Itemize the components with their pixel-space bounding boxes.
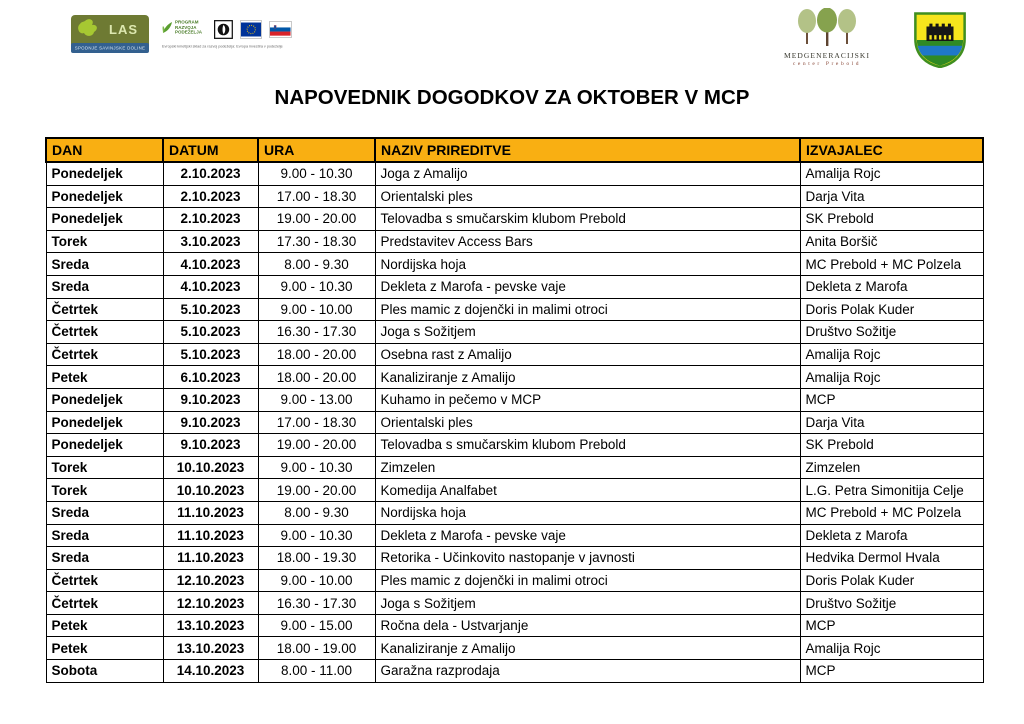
- eu-program-logos: [162, 18, 292, 51]
- table-row: [46, 569, 983, 592]
- las-subtitle: SPODNJE SAVINJSKE DOLINE: [74, 45, 146, 51]
- table-row: [46, 434, 983, 457]
- cell-time: 17.00 - 18.30: [258, 185, 375, 208]
- cell-date: 5.10.2023: [163, 298, 258, 321]
- cell-organizer: Društvo Sožitje: [800, 321, 983, 344]
- cell-time: 9.00 - 13.00: [258, 388, 375, 411]
- header-date: DATUM: [163, 138, 258, 162]
- cell-day: Torek: [46, 230, 163, 253]
- cell-day: Ponedeljek: [46, 388, 163, 411]
- table-row: [46, 456, 983, 479]
- cell-date: 10.10.2023: [163, 456, 258, 479]
- cell-day: Torek: [46, 456, 163, 479]
- cell-time: 9.00 - 15.00: [258, 614, 375, 637]
- cell-time: 17.00 - 18.30: [258, 411, 375, 434]
- cell-organizer: Hedvika Dermol Hvala: [800, 547, 983, 570]
- events-table: [45, 137, 984, 683]
- cell-organizer: Dekleta z Marofa: [800, 275, 983, 298]
- cell-time: 18.00 - 20.00: [258, 343, 375, 366]
- table-row: [46, 637, 983, 660]
- cell-day: Torek: [46, 479, 163, 502]
- cell-date: 2.10.2023: [163, 162, 258, 185]
- cell-date: 11.10.2023: [163, 501, 258, 524]
- table-row: [46, 614, 983, 637]
- cell-time: 19.00 - 20.00: [258, 434, 375, 457]
- header-organizer: IZVAJALEC: [800, 138, 983, 162]
- cell-day: Sobota: [46, 660, 163, 683]
- table-row: [46, 275, 983, 298]
- cell-day: Ponedeljek: [46, 411, 163, 434]
- event-rows: [46, 162, 983, 682]
- medgeneracijski-center-logo: [781, 8, 873, 67]
- slovenia-flag-icon: [269, 21, 292, 38]
- table-row: [46, 501, 983, 524]
- cell-event: Joga s Sožitjem: [375, 592, 800, 615]
- cell-organizer: Društvo Sožitje: [800, 592, 983, 615]
- cell-event: Osebna rast z Amalijo: [375, 343, 800, 366]
- cell-event: Joga z Amalijo: [375, 162, 800, 185]
- cell-date: 13.10.2023: [163, 637, 258, 660]
- cell-event: Orientalski ples: [375, 411, 800, 434]
- cell-event: Ples mamic z dojenčki in malimi otroci: [375, 569, 800, 592]
- eu-caption: Evropski kmetijski sklad za razvoj podeželja: Evropa investira v podeželje: [162, 45, 283, 49]
- cell-day: Četrtek: [46, 298, 163, 321]
- table-row: [46, 660, 983, 683]
- table-row: [46, 185, 983, 208]
- cell-event: Telovadba s smučarskim klubom Prebold: [375, 434, 800, 457]
- table-row: [46, 162, 983, 185]
- cell-time: 9.00 - 10.30: [258, 456, 375, 479]
- cell-event: Kuhamo in pečemo v MCP: [375, 388, 800, 411]
- cell-event: Retorika - Učinkovito nastopanje v javnosti: [375, 547, 800, 570]
- las-name: LAS: [109, 22, 138, 37]
- cell-day: Ponedeljek: [46, 185, 163, 208]
- cell-event: Komedija Analfabet: [375, 479, 800, 502]
- cell-date: 12.10.2023: [163, 592, 258, 615]
- table-row: [46, 230, 983, 253]
- cell-date: 2.10.2023: [163, 185, 258, 208]
- cell-time: 18.00 - 20.00: [258, 366, 375, 389]
- cell-event: Nordijska hoja: [375, 501, 800, 524]
- cell-event: Dekleta z Marofa - pevske vaje: [375, 524, 800, 547]
- las-logo: [71, 15, 149, 58]
- prp-sprout-icon: [162, 21, 173, 34]
- cell-event: Zimzelen: [375, 456, 800, 479]
- cell-time: 9.00 - 10.00: [258, 569, 375, 592]
- table-row: [46, 479, 983, 502]
- cell-day: Sreda: [46, 253, 163, 276]
- cell-time: 18.00 - 19.00: [258, 637, 375, 660]
- cell-day: Ponedeljek: [46, 208, 163, 231]
- cell-event: Telovadba s smučarskim klubom Prebold: [375, 208, 800, 231]
- cell-event: Nordijska hoja: [375, 253, 800, 276]
- cell-date: 4.10.2023: [163, 275, 258, 298]
- cell-time: 19.00 - 20.00: [258, 479, 375, 502]
- cell-date: 5.10.2023: [163, 321, 258, 344]
- prp-emblem-icon: [214, 18, 233, 41]
- cell-organizer: Amalija Rojc: [800, 637, 983, 660]
- table-row: [46, 547, 983, 570]
- cell-organizer: SK Prebold: [800, 434, 983, 457]
- cell-event: Predstavitev Access Bars: [375, 230, 800, 253]
- table-row: [46, 253, 983, 276]
- cell-organizer: Amalija Rojc: [800, 162, 983, 185]
- cell-day: Četrtek: [46, 569, 163, 592]
- table-row: [46, 366, 983, 389]
- cell-organizer: L.G. Petra Simonitija Celje: [800, 479, 983, 502]
- medgeneracijski-title: MEDGENERACIJSKI: [783, 51, 871, 60]
- cell-day: Petek: [46, 366, 163, 389]
- cell-time: 16.30 - 17.30: [258, 321, 375, 344]
- cell-date: 9.10.2023: [163, 434, 258, 457]
- cell-event: Kanaliziranje z Amalijo: [375, 366, 800, 389]
- table-header-row: [46, 138, 983, 162]
- medgeneracijski-subtitle: center Prebold: [792, 61, 862, 67]
- cell-day: Četrtek: [46, 321, 163, 344]
- table-row: [46, 388, 983, 411]
- cell-organizer: Darja Vita: [800, 411, 983, 434]
- cell-day: Ponedeljek: [46, 162, 163, 185]
- cell-day: Sreda: [46, 524, 163, 547]
- cell-day: Sreda: [46, 275, 163, 298]
- table-row: [46, 524, 983, 547]
- header-time: URA: [258, 138, 375, 162]
- cell-date: 2.10.2023: [163, 208, 258, 231]
- cell-day: Četrtek: [46, 592, 163, 615]
- las-logo-graphic: [71, 15, 149, 53]
- coa-river: [917, 46, 963, 56]
- table-row: [46, 298, 983, 321]
- header-day: DAN: [46, 138, 163, 162]
- cell-date: 5.10.2023: [163, 343, 258, 366]
- cell-date: 10.10.2023: [163, 479, 258, 502]
- prp-program-label: PROGRAM RAZVOJA PODEŽELJA: [175, 20, 203, 36]
- cell-event: Dekleta z Marofa - pevske vaje: [375, 275, 800, 298]
- cell-day: Sreda: [46, 501, 163, 524]
- cell-date: 14.10.2023: [163, 660, 258, 683]
- cell-event: Garažna razprodaja: [375, 660, 800, 683]
- cell-date: 9.10.2023: [163, 411, 258, 434]
- cell-organizer: Doris Polak Kuder: [800, 569, 983, 592]
- cell-time: 9.00 - 10.30: [258, 524, 375, 547]
- cell-organizer: MCP: [800, 614, 983, 637]
- table-row: [46, 208, 983, 231]
- header-event: NAZIV PRIREDITVE: [375, 138, 800, 162]
- cell-day: Ponedeljek: [46, 434, 163, 457]
- eu-flag-icon: [240, 20, 263, 39]
- cell-date: 3.10.2023: [163, 230, 258, 253]
- cell-organizer: SK Prebold: [800, 208, 983, 231]
- cell-time: 8.00 - 9.30: [258, 253, 375, 276]
- cell-organizer: MCP: [800, 388, 983, 411]
- cell-organizer: Amalija Rojc: [800, 343, 983, 366]
- cell-organizer: MCP: [800, 660, 983, 683]
- table-row: [46, 343, 983, 366]
- cell-time: 9.00 - 10.30: [258, 162, 375, 185]
- cell-organizer: Darja Vita: [800, 185, 983, 208]
- cell-event: Orientalski ples: [375, 185, 800, 208]
- cell-organizer: Amalija Rojc: [800, 366, 983, 389]
- trees-icon: [795, 8, 859, 46]
- cell-organizer: Anita Boršič: [800, 230, 983, 253]
- cell-organizer: Zimzelen: [800, 456, 983, 479]
- cell-time: 19.00 - 20.00: [258, 208, 375, 231]
- cell-event: Ples mamic z dojenčki in malimi otroci: [375, 298, 800, 321]
- cell-time: 17.30 - 18.30: [258, 230, 375, 253]
- table-row: [46, 321, 983, 344]
- cell-time: 8.00 - 11.00: [258, 660, 375, 683]
- cell-organizer: Doris Polak Kuder: [800, 298, 983, 321]
- cell-day: Petek: [46, 637, 163, 660]
- table-row: [46, 592, 983, 615]
- cell-date: 13.10.2023: [163, 614, 258, 637]
- cell-organizer: MC Prebold + MC Polzela: [800, 253, 983, 276]
- cell-day: Četrtek: [46, 343, 163, 366]
- cell-time: 18.00 - 19.30: [258, 547, 375, 570]
- cell-date: 6.10.2023: [163, 366, 258, 389]
- cell-time: 9.00 - 10.00: [258, 298, 375, 321]
- cell-date: 4.10.2023: [163, 253, 258, 276]
- cell-time: 16.30 - 17.30: [258, 592, 375, 615]
- cell-event: Joga s Sožitjem: [375, 321, 800, 344]
- cell-organizer: Dekleta z Marofa: [800, 524, 983, 547]
- cell-day: Sreda: [46, 547, 163, 570]
- cell-organizer: MC Prebold + MC Polzela: [800, 501, 983, 524]
- cell-date: 9.10.2023: [163, 388, 258, 411]
- page-title: NAPOVEDNIK DOGODKOV ZA OKTOBER V MCP: [274, 86, 750, 109]
- cell-event: Kanaliziranje z Amalijo: [375, 637, 800, 660]
- cell-event: Ročna dela - Ustvarjanje: [375, 614, 800, 637]
- prebold-coat-of-arms: [913, 12, 967, 73]
- cell-time: 9.00 - 10.30: [258, 275, 375, 298]
- cell-day: Petek: [46, 614, 163, 637]
- table-row: [46, 411, 983, 434]
- cell-date: 11.10.2023: [163, 524, 258, 547]
- cell-time: 8.00 - 9.30: [258, 501, 375, 524]
- cell-date: 11.10.2023: [163, 547, 258, 570]
- cell-date: 12.10.2023: [163, 569, 258, 592]
